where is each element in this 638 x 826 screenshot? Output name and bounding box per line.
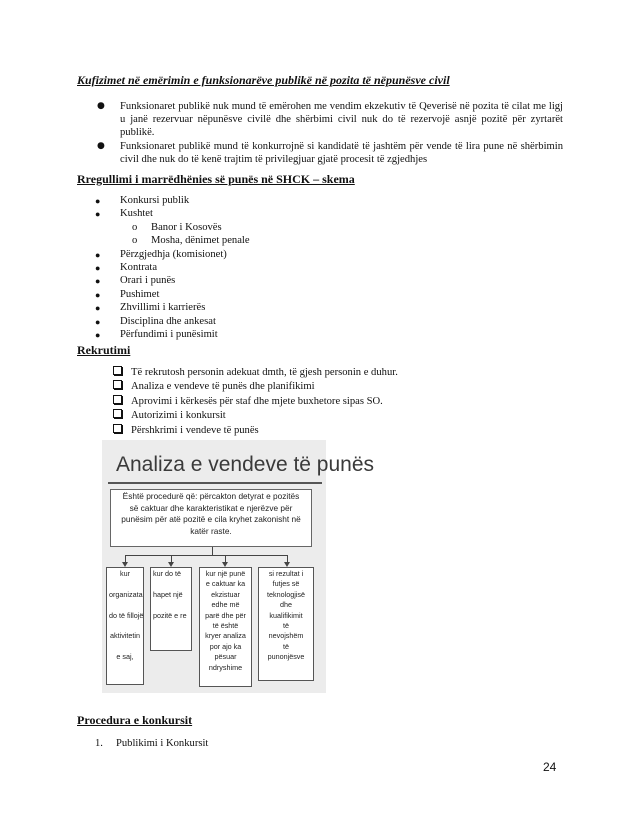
list-item: ● Përfundimi i punësimit	[95, 328, 250, 341]
case-box-2	[150, 567, 192, 651]
case-box-3	[199, 567, 252, 687]
bullet-icon: ●	[95, 330, 101, 341]
bullet-icon: ●	[95, 316, 101, 327]
case-box-line: edhe më	[211, 600, 240, 610]
case-box-line: kryer analiza	[205, 631, 246, 641]
case-box-line: aktivitetin	[110, 631, 140, 641]
bullet-icon: ●	[97, 101, 105, 111]
definition-line: katër raste.	[190, 525, 232, 536]
case-box-line: si rezultat i	[268, 569, 304, 578]
section-heading-scheme: Rregullimi i marrëdhënies së punës në SHCK – skema	[77, 172, 355, 186]
restrictions-list	[95, 100, 563, 166]
case-box-line: hapet një	[153, 589, 183, 599]
case-box-line: pozitë e re	[153, 610, 187, 620]
list-item: ● Konkursi publik	[95, 194, 250, 207]
list-item: ● Orari i punës	[95, 274, 250, 287]
circle-bullet-icon: o	[132, 221, 138, 233]
case-box-line: parë dhe për	[205, 610, 246, 620]
definition-line: punësim për atë pozitë e cila kryhet zakonisht në	[121, 514, 301, 524]
list-item	[95, 100, 563, 139]
section-heading-recruitment: Rekrutimi	[77, 343, 131, 357]
case-box-line	[153, 579, 189, 589]
case-box-line: nevojshëm	[268, 631, 304, 641]
list-item-text: Publikimi i Konkursit	[115, 738, 209, 749]
case-box-line: të	[283, 641, 289, 651]
list-item: ● Kushtet	[95, 207, 250, 220]
checklist-item: Analiza e vendeve të punës dhe planifikimi	[113, 380, 398, 393]
list-item: ● Pushimet	[95, 288, 250, 301]
checklist-item: Aprovimi i kërkesës për staf dhe mjete buxhetore sipas SO.	[113, 395, 398, 408]
case-box-line: do të fillojë	[109, 610, 144, 620]
list-item: ● Zhvillimi i karrierës	[95, 301, 250, 314]
case-box-line: kur do të	[153, 569, 181, 578]
bullet-icon: ●	[95, 263, 101, 274]
recruitment-list	[113, 366, 398, 438]
checkbox-square-icon	[113, 395, 122, 404]
bullet-icon: ●	[95, 196, 101, 206]
case-box-line: të është	[212, 621, 239, 631]
bullet-icon: ●	[97, 141, 105, 151]
list-item-text: Funksionaret publikë mund të konkurrojnë si kandidatë të jashtëm për vende të lira pune në shërbimin civil dhe nuk do të kenë trajtim të privilegjuar gjatë procesit të zgjedhjes	[120, 141, 563, 165]
bullet-icon: ●	[95, 249, 101, 260]
definition-box	[110, 489, 312, 547]
case-box-line: kur një punë	[205, 569, 246, 578]
checkbox-square-icon	[113, 409, 122, 418]
case-box-line: dhe	[280, 600, 292, 610]
bullet-icon: ●	[95, 276, 101, 287]
case-box-line: organizata	[109, 589, 143, 599]
case-box-line	[109, 579, 141, 589]
case-box-line: punonjësve	[267, 652, 305, 662]
bullet-icon: ●	[95, 289, 101, 300]
sub-list-item: o Banor i Kosovës	[132, 221, 222, 233]
circle-bullet-icon: o	[132, 235, 138, 247]
case-box-4	[258, 567, 314, 681]
case-box-line	[109, 642, 141, 652]
case-box-line: futjes së	[272, 579, 300, 589]
section-heading-restrictions: Kufizimet në emërimin e funksionarëve publikë në pozita të nëpunësve civil	[77, 73, 450, 87]
checkbox-square-icon	[113, 424, 122, 433]
case-box-line: të	[283, 621, 289, 631]
sub-list-item: o Mosha, dënimet penale	[132, 235, 250, 247]
case-box-line: ekzistuar	[211, 589, 240, 599]
numbered-list-item	[95, 737, 208, 750]
list-item: ● Përzgjedhja (komisionet)	[95, 248, 250, 261]
case-box-line: ndryshime	[208, 662, 243, 672]
section-heading-procedure: Procedura e konkursit	[77, 713, 193, 727]
divider	[108, 482, 322, 484]
case-box-1	[106, 567, 144, 685]
case-box-line: por ajo ka	[209, 641, 242, 651]
bullet-icon: ●	[95, 303, 101, 314]
list-item: ● Kontrata	[95, 261, 250, 274]
case-box-line: e caktuar ka	[205, 579, 246, 589]
definition-line: Është procedurë që: përcakton detyrat e pozitës	[122, 491, 300, 501]
case-box-line	[109, 621, 141, 631]
connector-line	[212, 547, 213, 555]
list-item-text: Funksionaret publikë nuk mund të emërohen me vendim ekzekutiv të Qeverisë në pozita të cilat me ligj u janë rezervuar nëpunësve civilë dhe shërbimi civil nuk do të rezervojë asnjë pozitë për zyrtarët publikë.	[120, 101, 563, 138]
scheme-list	[95, 194, 250, 341]
list-number: 1.	[95, 738, 103, 749]
connector-line	[125, 555, 288, 556]
checklist-item: Të rekrutosh personin adekuat dmth, të gjesh personin e duhur.	[113, 366, 398, 379]
case-box-line: kur	[120, 569, 130, 578]
case-box-line	[153, 600, 189, 610]
case-box-line: kualifikimit	[269, 610, 303, 620]
case-box-line	[109, 600, 141, 610]
checkbox-square-icon	[113, 380, 122, 389]
job-analysis-figure	[102, 440, 375, 693]
checklist-item: Përshkrimi i vendeve të punës	[113, 424, 398, 437]
case-box-line: pësuar	[214, 652, 237, 662]
checkbox-square-icon	[113, 366, 122, 375]
case-box-line: teknologjisë	[267, 589, 305, 599]
case-box-line: e saj,	[116, 652, 134, 662]
figure-title: Analiza e vendeve të punës	[116, 453, 375, 476]
bullet-icon: ●	[95, 209, 101, 220]
list-item: ● Disciplina dhe ankesat	[95, 315, 250, 328]
definition-line: së caktuar dhe karakteristikat e njerëzve për	[129, 502, 293, 513]
list-item	[95, 140, 563, 166]
page-number: 24	[543, 760, 557, 774]
checklist-item: Autorizimi i konkursit	[113, 409, 398, 422]
